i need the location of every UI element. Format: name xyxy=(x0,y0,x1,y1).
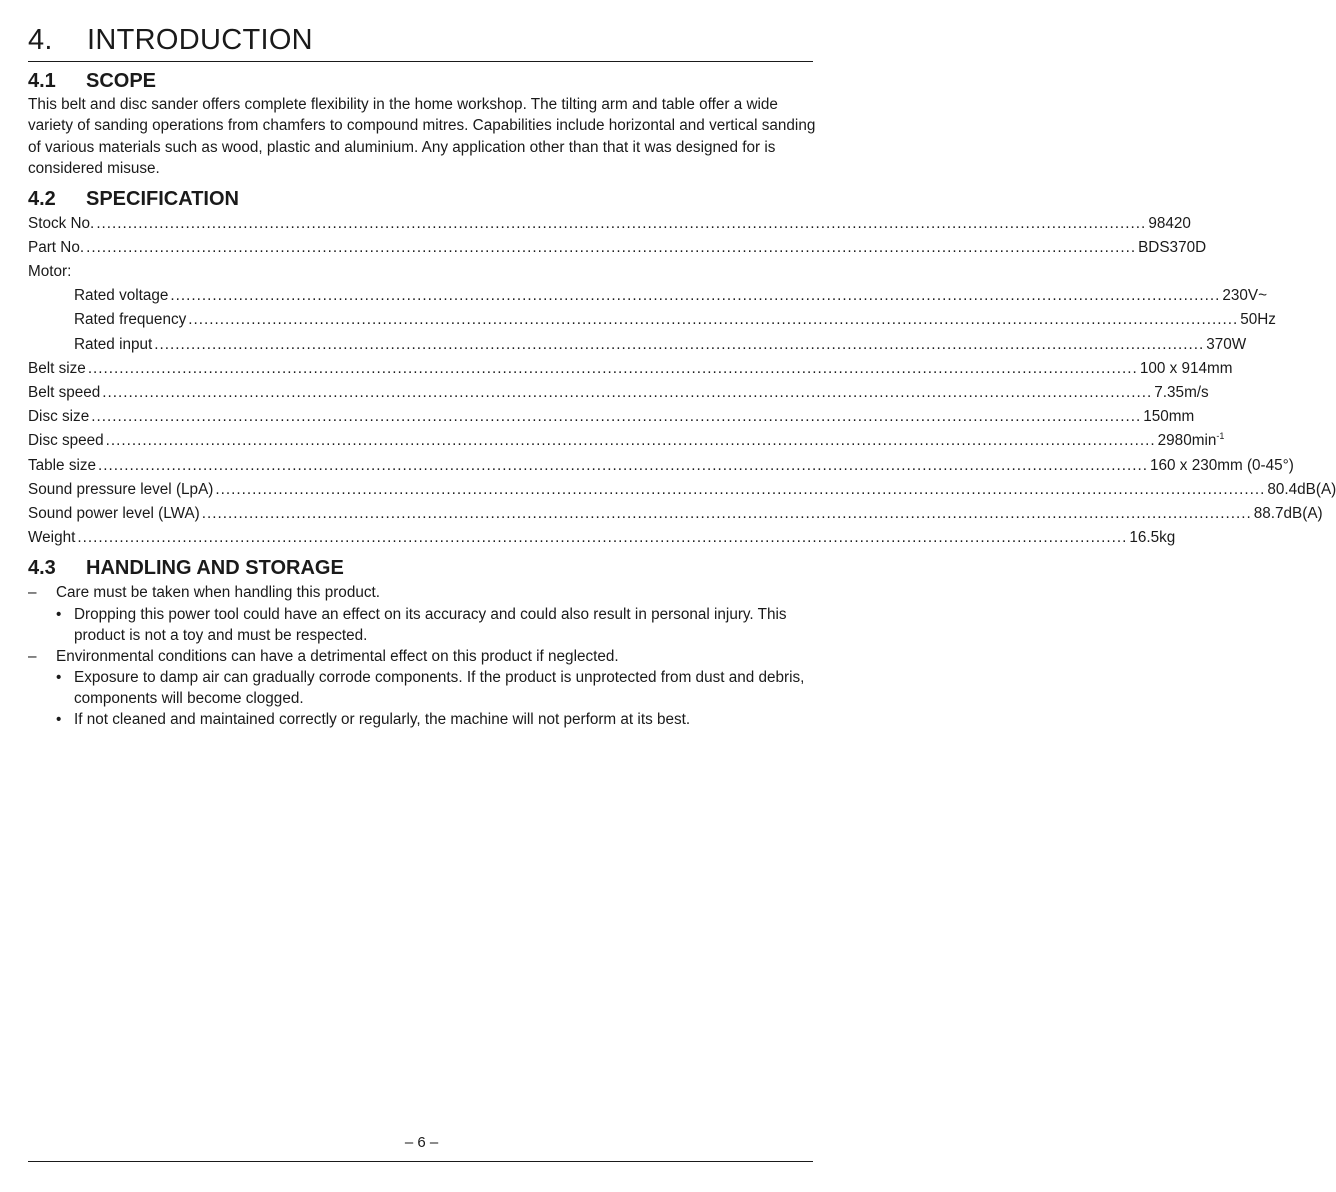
spec-value-text: 160 x 230mm (0-45°) xyxy=(1150,456,1294,474)
spec-value-text: 230V~ xyxy=(1222,287,1268,305)
dot-leader: ........................................................................................................................................................................................................ xyxy=(170,287,1221,305)
handling-title xyxy=(28,556,813,580)
bullet-item xyxy=(28,709,813,730)
bullet-item xyxy=(28,667,813,709)
spec-value xyxy=(1240,308,1276,332)
bullet-marker: • xyxy=(56,669,62,687)
chapter-title xyxy=(28,22,813,62)
spec-value xyxy=(1140,357,1233,381)
spec-value xyxy=(1129,526,1175,550)
spec-label: Rated input xyxy=(74,335,153,353)
spec-row xyxy=(28,236,1207,260)
section-specification xyxy=(28,187,1336,551)
specification-number: 4.2 xyxy=(28,187,56,210)
dash-marker: – xyxy=(28,647,37,665)
spec-value-text: 100 x 914mm xyxy=(1139,359,1233,377)
spec-value xyxy=(1148,212,1191,236)
spec-value xyxy=(1154,381,1208,405)
spec-label: Sound power level (LWA) xyxy=(28,504,200,522)
spec-value-text: 80.4dB(A) xyxy=(1267,480,1336,498)
dot-leader: ........................................................................................................................................................................................................ xyxy=(98,456,1149,474)
spec-value-text: 50Hz xyxy=(1240,311,1276,329)
bullet-text: Dropping this power tool could have an effect on its accuracy and could also result in personal injury. This product is not a toy and must be respected. xyxy=(74,605,787,644)
spec-label: Motor: xyxy=(28,263,72,280)
spec-row xyxy=(28,454,1294,478)
specification-title xyxy=(28,187,813,211)
section-scope xyxy=(28,69,816,180)
spec-row xyxy=(28,308,1276,332)
handling-list xyxy=(28,582,813,730)
dot-leader: ........................................................................................................................................................................................................ xyxy=(91,408,1142,426)
spec-row xyxy=(28,502,1323,526)
dot-leader: ........................................................................................................................................................................................................ xyxy=(86,238,1137,256)
bullet-marker: • xyxy=(56,711,62,729)
spec-row xyxy=(28,381,1209,405)
spec-label: Sound pressure level (LpA) xyxy=(28,480,214,498)
spec-label: Disc speed xyxy=(28,432,104,450)
spec-row xyxy=(28,429,1225,453)
spec-label: Rated voltage xyxy=(74,287,169,305)
scope-number: 4.1 xyxy=(28,70,56,92)
dot-leader: ........................................................................................................................................................................................................ xyxy=(215,480,1266,498)
spec-value xyxy=(1222,284,1267,308)
bullet-text: Exposure to damp air can gradually corrode components. If the product is unprotected from dust and debris, components will become clogged. xyxy=(74,669,805,708)
spec-row xyxy=(28,405,1195,429)
spec-label: Stock No. xyxy=(28,214,95,232)
spec-row xyxy=(28,478,1336,502)
spec-label: Belt speed xyxy=(28,383,101,401)
handling-item xyxy=(28,646,813,668)
dot-leader: ........................................................................................................................................................................................................ xyxy=(154,335,1205,353)
spec-value-text: 370W xyxy=(1206,335,1247,353)
spec-value-text: 88.7dB(A) xyxy=(1253,504,1323,522)
dot-leader: ........................................................................................................................................................................................................ xyxy=(87,359,1138,377)
spec-value-text: 98420 xyxy=(1148,214,1191,232)
spec-value xyxy=(1143,405,1194,429)
spec-value xyxy=(1254,502,1323,526)
dot-leader: ........................................................................................................................................................................................................ xyxy=(96,214,1147,232)
dot-leader: ........................................................................................................................................................................................................ xyxy=(188,311,1239,329)
spec-value xyxy=(1150,454,1294,478)
spec-row xyxy=(28,212,1191,236)
specification-heading: SPECIFICATION xyxy=(86,187,239,210)
handling-item xyxy=(28,582,813,604)
dot-leader: ........................................................................................................................................................................................................ xyxy=(105,432,1156,450)
bullet-item xyxy=(28,604,813,646)
spec-value-text: 16.5kg xyxy=(1129,529,1176,547)
handling-item-text: Environmental conditions can have a detrimental effect on this product if neglected. xyxy=(56,647,619,665)
chapter-heading: INTRODUCTION xyxy=(87,24,313,56)
dash-marker: – xyxy=(28,584,37,602)
scope-heading: SCOPE xyxy=(86,70,157,92)
spec-value-text: 150mm xyxy=(1143,408,1195,426)
bullet-marker: • xyxy=(56,605,62,623)
dot-leader: ........................................................................................................................................................................................................ xyxy=(102,383,1153,401)
handling-heading: HANDLING AND STORAGE xyxy=(86,557,344,580)
spec-label: Disc size xyxy=(28,408,90,426)
spec-row xyxy=(28,260,813,284)
scope-paragraph: This belt and disc sander offers complete flexibility in the home workshop. The tilting arm and table offer a wide variety of sanding operations from chamfers to compound mitres. Capabilities include horizontal and vertical sanding of various materials such as wood, plastic and aluminium. Any application other than that it was designed for is considered misuse. xyxy=(28,96,816,178)
page-number: – 6 – xyxy=(404,1134,439,1151)
spec-value xyxy=(1158,429,1225,453)
spec-label: Weight xyxy=(28,529,76,547)
spec-row xyxy=(28,526,1176,550)
spec-value-text: 2980min xyxy=(1157,432,1217,450)
chapter-number: 4. xyxy=(28,24,53,56)
spec-label: Table size xyxy=(28,456,97,474)
spec-label: Belt size xyxy=(28,359,86,377)
spec-row xyxy=(28,284,1268,308)
spec-label: Part No. xyxy=(28,238,85,256)
spec-value xyxy=(1138,236,1206,260)
footer-divider xyxy=(28,1161,813,1162)
spec-row xyxy=(28,333,1247,357)
dot-leader: ........................................................................................................................................................................................................ xyxy=(201,504,1252,522)
spec-value xyxy=(1206,333,1246,357)
handling-item-text: Care must be taken when handling this product. xyxy=(56,584,380,602)
spec-label: Rated frequency xyxy=(74,311,187,329)
bullet-text: If not cleaned and maintained correctly or regularly, the machine will not perform at its best. xyxy=(74,711,691,729)
handling-number: 4.3 xyxy=(28,557,56,580)
spec-value-text: 7.35m/s xyxy=(1154,383,1209,401)
spec-value-text: BDS370D xyxy=(1138,238,1207,256)
section-handling xyxy=(28,556,813,730)
scope-title xyxy=(28,69,813,93)
dot-leader: ........................................................................................................................................................................................................ xyxy=(77,529,1128,547)
specification-list xyxy=(28,212,1336,551)
spec-row xyxy=(28,357,1233,381)
spec-value xyxy=(1267,478,1336,502)
page-content xyxy=(28,22,1336,730)
spec-value-superscript: -1 xyxy=(1216,431,1225,442)
